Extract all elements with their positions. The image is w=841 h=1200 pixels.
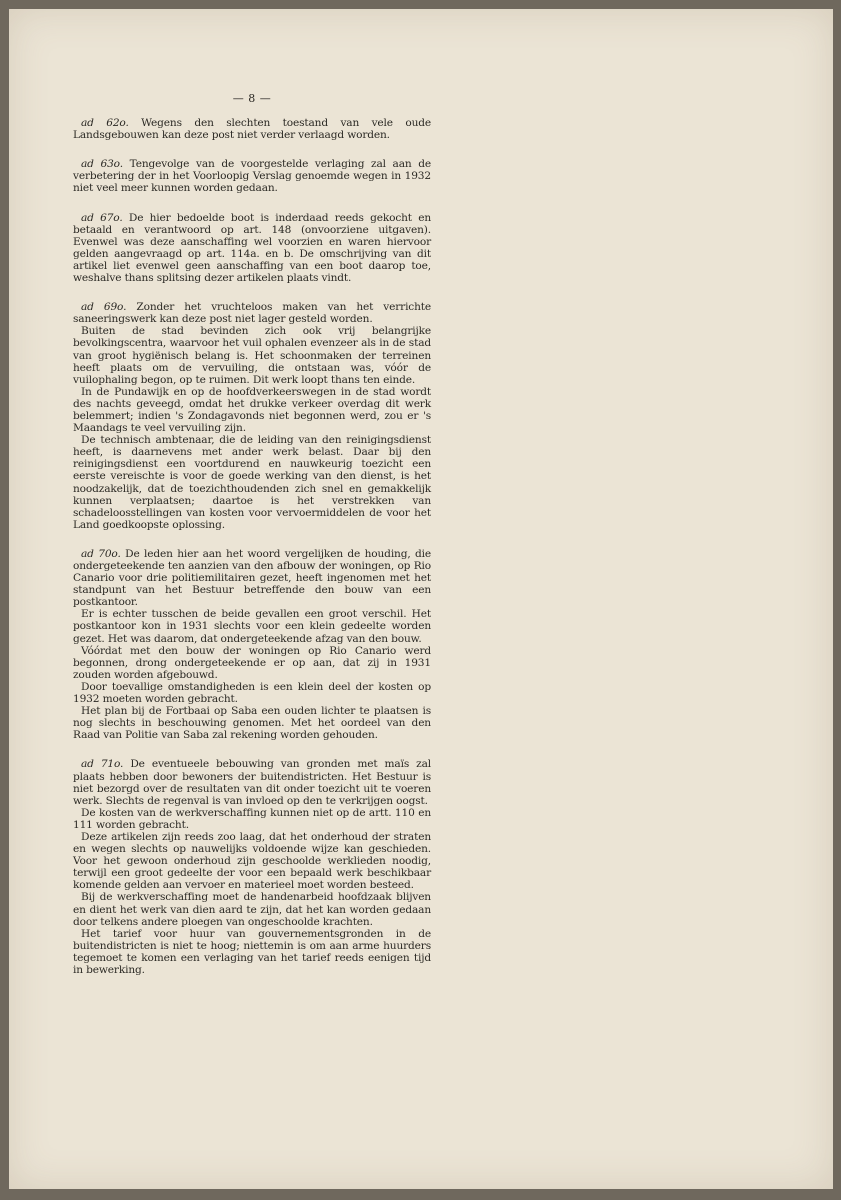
article-reference: ad 63o. <box>81 158 123 171</box>
paragraph-line <box>73 548 431 608</box>
paragraph-line: De kosten van de werkverschaffing kunnen niet op de artt. 110 en 111 worden gebracht. <box>73 806 431 831</box>
paragraph-line: Het plan bij de Fortbaai op Saba een ouden lichter te plaatsen is nog slechts in beschouwing genomen. Met het oordeel van den Raad van Politie van Saba zal rekening worden gehouden. <box>73 705 431 742</box>
paragraph-line <box>73 758 431 806</box>
article-reference: ad 71o. <box>81 758 124 771</box>
paragraph-line: Bij de werkverschaffing moet de handenarbeid hoofdzaak blijven en dient het werk van dien aard te zijn, dat het kan worden gedaan door telkens andere ploegen van ongeschoolde krachten. <box>73 891 431 928</box>
paragraph-line: Er is echter tusschen de beide gevallen een groot verschil. Het postkantoor kon in 1931 slechts voor een klein gedeelte worden gezet. Het was daarom, dat ondergeteekende afzag van den bouw. <box>73 608 431 645</box>
paragraph-line <box>73 117 431 141</box>
page-number: — 8 — <box>232 92 272 105</box>
paragraph-text: Wegens den slechten toestand van vele oude Landsgebouwen kan deze post niet verder verlaagd worden. <box>73 117 432 142</box>
paragraph-text: De hier bedoelde boot is inderdaad reeds gekocht en betaald en verantwoord op art. 148 (onvoorziene uitgaven). Evenwel was deze aanschaffing wel voorzien en waren hiervoor gelden aangevraagd op art. 114a. en b. De omschrijving van dit artikel liet evenwel geen aanschaffing van een boot daarop toe, weshalve thans splitsing dezer artikelen plaats vindt. <box>73 211 431 285</box>
paragraph-line: Buiten de stad bevinden zich ook vrij belangrijke bevolkingscentra, waarvoor het vuil ophalen evenzeer als in de stad van groot hygiënisch belang is. Het schoonmaken der terreinen heeft plaats om de vervuiling, die ontstaan was, vóór de vuilophaling begon, op te ruimen. Dit werk loopt thans ten einde. <box>73 325 431 386</box>
paragraph-text: Zonder het vruchteloos maken van het verrichte saneeringswerk kan deze post niet lager gesteld worden. <box>73 301 431 326</box>
article-reference: ad 69o. <box>81 301 127 314</box>
paragraph-line <box>73 158 431 194</box>
article-reference: ad 62o. <box>81 117 129 130</box>
paragraph-line: Vóórdat met den bouw der woningen op Rio Canario werd begonnen, drong ondergeteekende er op aan, dat zij in 1931 zouden worden afgebouwd. <box>73 644 431 681</box>
article-reference: ad 67o. <box>81 211 123 224</box>
paragraph-ad-67 <box>73 212 431 285</box>
paragraph-line: De technisch ambtenaar, die de leiding van den reinigingsdienst heeft, is daarnevens met ander werk belast. Daar bij den reinigingsdienst een voortdurend en nauwkeurig toezicht een eerste vereischte is voor de goede werking van den dienst, is het noodzakelijk, dat de toezichthoudenden zich snel en gemakkelijk kunnen verplaatsen; daartoe is het verstrekken van schadeloosstellingen van kosten voor vervoermiddelen de voor het Land goedkoopste oplossing. <box>73 434 431 531</box>
paragraph-text: De leden hier aan het woord vergelijken de houding, die ondergeteekende ten aanzien van den afbouw der woningen, op Rio Canario voor drie politiemilitairen gezet, heeft ingenomen met het standpunt van het Bestuur betreffende den bouw van een postkantoor. <box>73 547 431 609</box>
paragraph-line: Het tarief voor huur van gouvernementsgronden in de buitendistricten is niet te hoog; niettemin is om aan arme huurders tegemoet te komen een verlaging van het tarief reeds eenigen tijd in bewerking. <box>73 927 431 976</box>
paragraph-ad-70 <box>73 548 431 742</box>
paragraph-line: Deze artikelen zijn reeds zoo laag, dat het onderhoud der straten en wegen slechts op nauwelijks voldoende wijze kan geschieden. Voor het gewoon onderhoud zijn geschoolde werklieden noodig, terwijl een groot gedeelte der voor een bepaald werk beschikbaar komende gelden aan vervoer en materieel moet worden besteed. <box>73 830 431 892</box>
paragraph-line: In de Pundawijk en op de hoofdverkeerswegen in de stad wordt des nachts geveegd, omdat het drukke verkeer overdag dit werk belemmert; indien 's Zondagavonds niet begonnen werd, zou er 's Maandags te veel vervuiling zijn. <box>73 385 431 435</box>
paragraph-line <box>73 212 431 285</box>
paragraph-ad-63 <box>73 158 431 194</box>
page-content <box>73 93 431 993</box>
paragraph-text: Tengevolge van de voorgestelde verlaging zal aan de verbetering der in het Voorloopig Verslag genoemde wegen in 1932 niet veel meer kunnen worden gedaan. <box>73 158 431 195</box>
paragraph-text: De eventueele bebouwing van gronden met maïs zal plaats hebben door bewoners der buitendistricten. Het Bestuur is niet bezorgd over de resultaten van dit onder toezicht uit te voeren werk. Slechts de regenval is van invloed op den te verkrijgen oogst. <box>73 758 431 807</box>
paragraph-line <box>73 301 431 325</box>
paragraph-ad-71 <box>73 758 431 976</box>
document-page <box>9 9 833 1189</box>
paragraph-ad-69 <box>73 301 431 531</box>
paragraph-line: Door toevallige omstandigheden is een klein deel der kosten op 1932 moeten worden gebracht. <box>73 680 431 706</box>
paragraph-ad-62 <box>73 117 431 141</box>
article-reference: ad 70o. <box>81 547 121 560</box>
